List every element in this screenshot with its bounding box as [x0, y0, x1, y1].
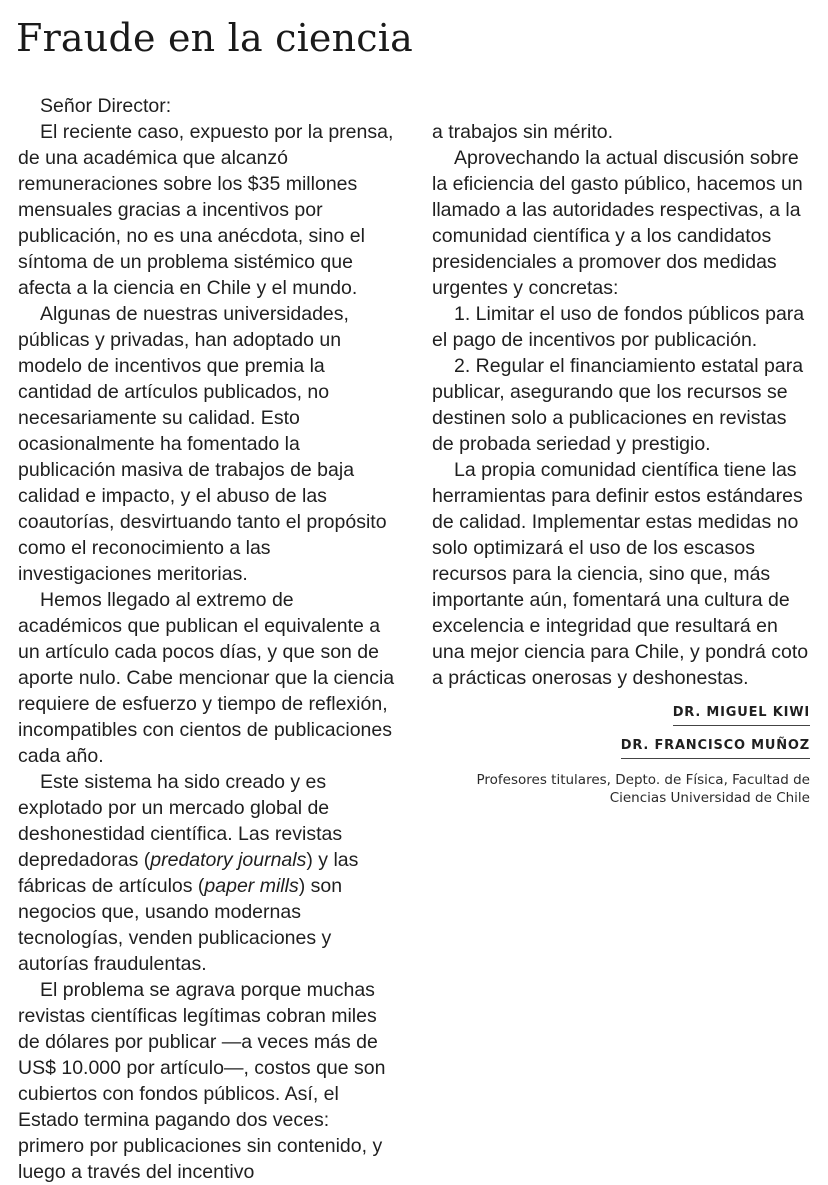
- paragraph-3: Hemos llegado al extremo de académicos que publican el equivalente a un artículo cada pocos días, y que son de aporte nulo. Cabe mencionar que la ciencia requiere de esfuerzo y tiempo de reflexión, incompatibles con cientos de publicaciones cada año.: [18, 589, 395, 767]
- paragraph-5-continued: a trabajos sin mérito.: [432, 121, 613, 143]
- right-column: [432, 119, 810, 807]
- author-name-1: DR. MIGUEL KIWI: [673, 704, 810, 726]
- paragraph-7: La propia comunidad científica tiene las herramientas para definir estos estándares de calidad. Implementar estas medidas no solo optimizará el uso de los escasos recursos para la ciencia, sino que, más importante aún, fomentará una cultura de excelencia e integridad que resultará en una mejor ciencia para Chile, y pondrá coto a prácticas onerosas y deshonestas.: [432, 459, 809, 689]
- paragraph-4-emphasis-predatory: predatory journals: [150, 849, 307, 871]
- measure-item-1: 1. Limitar el uso de fondos públicos para el pago de incentivos por publicación.: [432, 303, 805, 351]
- author-name-2: DR. FRANCISCO MUÑOZ: [621, 737, 810, 759]
- measure-item-2: 2. Regular el financiamiento estatal para publicar, asegurando que los recursos se destinen solo a publicaciones en revistas de probada seriedad y prestigio.: [432, 355, 804, 455]
- salutation: Señor Director:: [40, 95, 172, 117]
- affiliation-line-1: Profesores titulares, Depto. de Física, Facultad de: [476, 772, 810, 788]
- signature-block: [432, 697, 810, 807]
- paragraph-4-part-c: ) son negocios que, usando modernas tecnologías, venden publicaciones y autorías fraudulentas.: [18, 875, 343, 975]
- paragraph-4: [18, 769, 396, 977]
- paragraph-1: El reciente caso, expuesto por la prensa, de una académica que alcanzó remuneraciones sobre los $35 millones mensuales gracias a incentivos por publicación, no es una anécdota, sino el síntoma de un problema sistémico que afecta a la ciencia en Chile y el mundo.: [18, 121, 394, 299]
- paragraph-4-part-a: Este sistema ha sido creado y es explotado por un mercado global de deshonestidad científica. Las revistas depredadoras (: [18, 771, 343, 871]
- paragraph-6: Aprovechando la actual discusión sobre la eficiencia del gasto público, hacemos un llamado a las autoridades respectivas, a la comunidad científica y a los candidatos presidenciales a promover dos medidas urgentes y concretas:: [432, 147, 803, 299]
- affiliation-line-2: Ciencias Universidad de Chile: [609, 790, 810, 806]
- paragraph-5: El problema se agrava porque muchas revistas científicas legítimas cobran miles de dólares por publicar —a veces más de US$ 10.000 por artículo—, costos que son cubiertos con fondos públicos. Así, el Estado termina pagando dos veces: primero por publicaciones sin contenido, y luego a través del incentivo: [18, 979, 386, 1183]
- paragraph-4-emphasis-papermills: paper mills: [204, 875, 299, 897]
- author-affiliation: [432, 771, 810, 807]
- left-column: [18, 93, 396, 1185]
- paragraph-2: Algunas de nuestras universidades, públicas y privadas, han adoptado un modelo de incentivos que premia la cantidad de artículos publicados, no necesariamente su calidad. Esto ocasionalmente ha fomentado la publicación masiva de trabajos de baja calidad e impacto, y el abuso de las coautorías, desvirtuando tanto el propósito como el reconocimiento a las investigaciones meritorias.: [18, 303, 387, 585]
- article-title: Fraude en la ciencia: [16, 16, 413, 60]
- paragraph-4-part-b: ) y las fábricas de artículos (: [18, 849, 359, 897]
